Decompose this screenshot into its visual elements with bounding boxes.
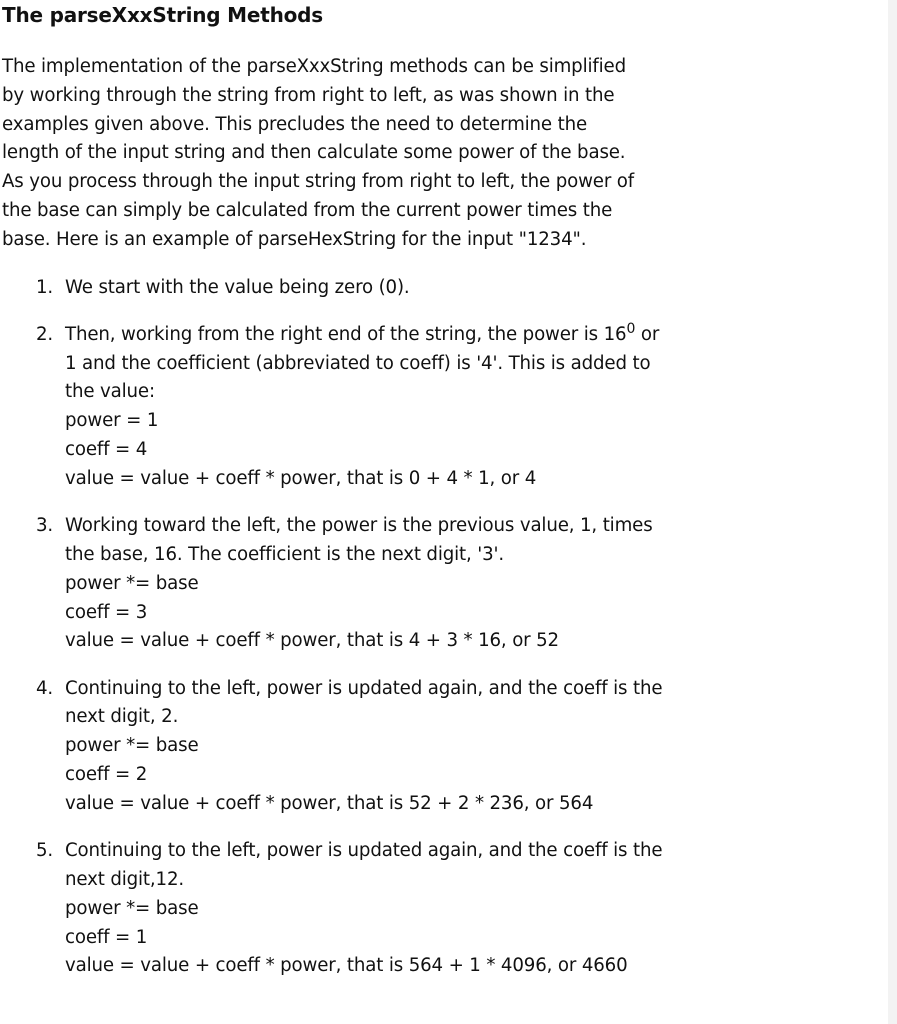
code-line: coeff = 4	[65, 439, 148, 461]
step-text: Working toward the left, the power is the previous value, 1, times the base, 16. The coefficient is the next digit, '3'.	[65, 515, 653, 565]
list-item-step-4	[2, 675, 665, 819]
steps-list	[2, 274, 882, 982]
code-line: power = 1	[65, 410, 159, 432]
code-line: power *= base	[65, 572, 199, 594]
list-item-step-2	[2, 321, 665, 494]
code-line: power *= base	[65, 735, 199, 757]
document-content	[2, 0, 882, 1000]
code-line: value = value + coeff * power, that is 52 + 2 * 236, or 564	[65, 792, 594, 814]
list-item-step-1	[2, 274, 665, 303]
code-line: coeff = 1	[65, 926, 148, 948]
exponent: 0	[626, 320, 636, 337]
step-text: Continuing to the left, power is updated again, and the coeff is the next digit, 2.	[65, 677, 663, 728]
step-number: 2.	[36, 323, 54, 345]
step-number: 5.	[36, 840, 54, 862]
code-line: coeff = 3	[65, 601, 148, 623]
step-text	[65, 320, 660, 403]
step-text: We start with the value being zero (0).	[65, 276, 410, 298]
code-line: value = value + coeff * power, that is 564 + 1 * 4096, or 4660	[65, 955, 628, 977]
step-number: 3.	[36, 515, 54, 537]
list-item-step-3	[2, 512, 665, 656]
step-number: 4.	[36, 677, 54, 699]
list-item-step-5	[2, 837, 665, 981]
code-line: coeff = 2	[65, 764, 148, 786]
intro-paragraph: The implementation of the parseXxxString methods can be simplified by working through the string from right to left, as was shown in the examples given above. This precludes the need to determine the length of the input string and then calculate some power of the base. As you process through the input string from right to left, the power of the base can simply be calculated from the current power times the base. Here is an example of parseHexString for the input "1234".	[2, 56, 635, 250]
page-title: The parseXxxString Methods	[2, 3, 324, 27]
step-number: 1.	[36, 276, 54, 298]
step-text-before: Then, working from the right end of the string, the power is 16	[65, 323, 627, 345]
code-line: power *= base	[65, 897, 199, 919]
code-line: value = value + coeff * power, that is 4 + 3 * 16, or 52	[65, 630, 559, 652]
step-text-after: or 1 and the coefficient (abbreviated to coeff) is '4'. This is added to the value:	[65, 323, 660, 403]
step-text: Continuing to the left, power is updated again, and the coeff is the next digit,12.	[65, 840, 663, 890]
right-gutter	[888, 0, 897, 1024]
code-line: value = value + coeff * power, that is 0 + 4 * 1, or 4	[65, 467, 537, 489]
